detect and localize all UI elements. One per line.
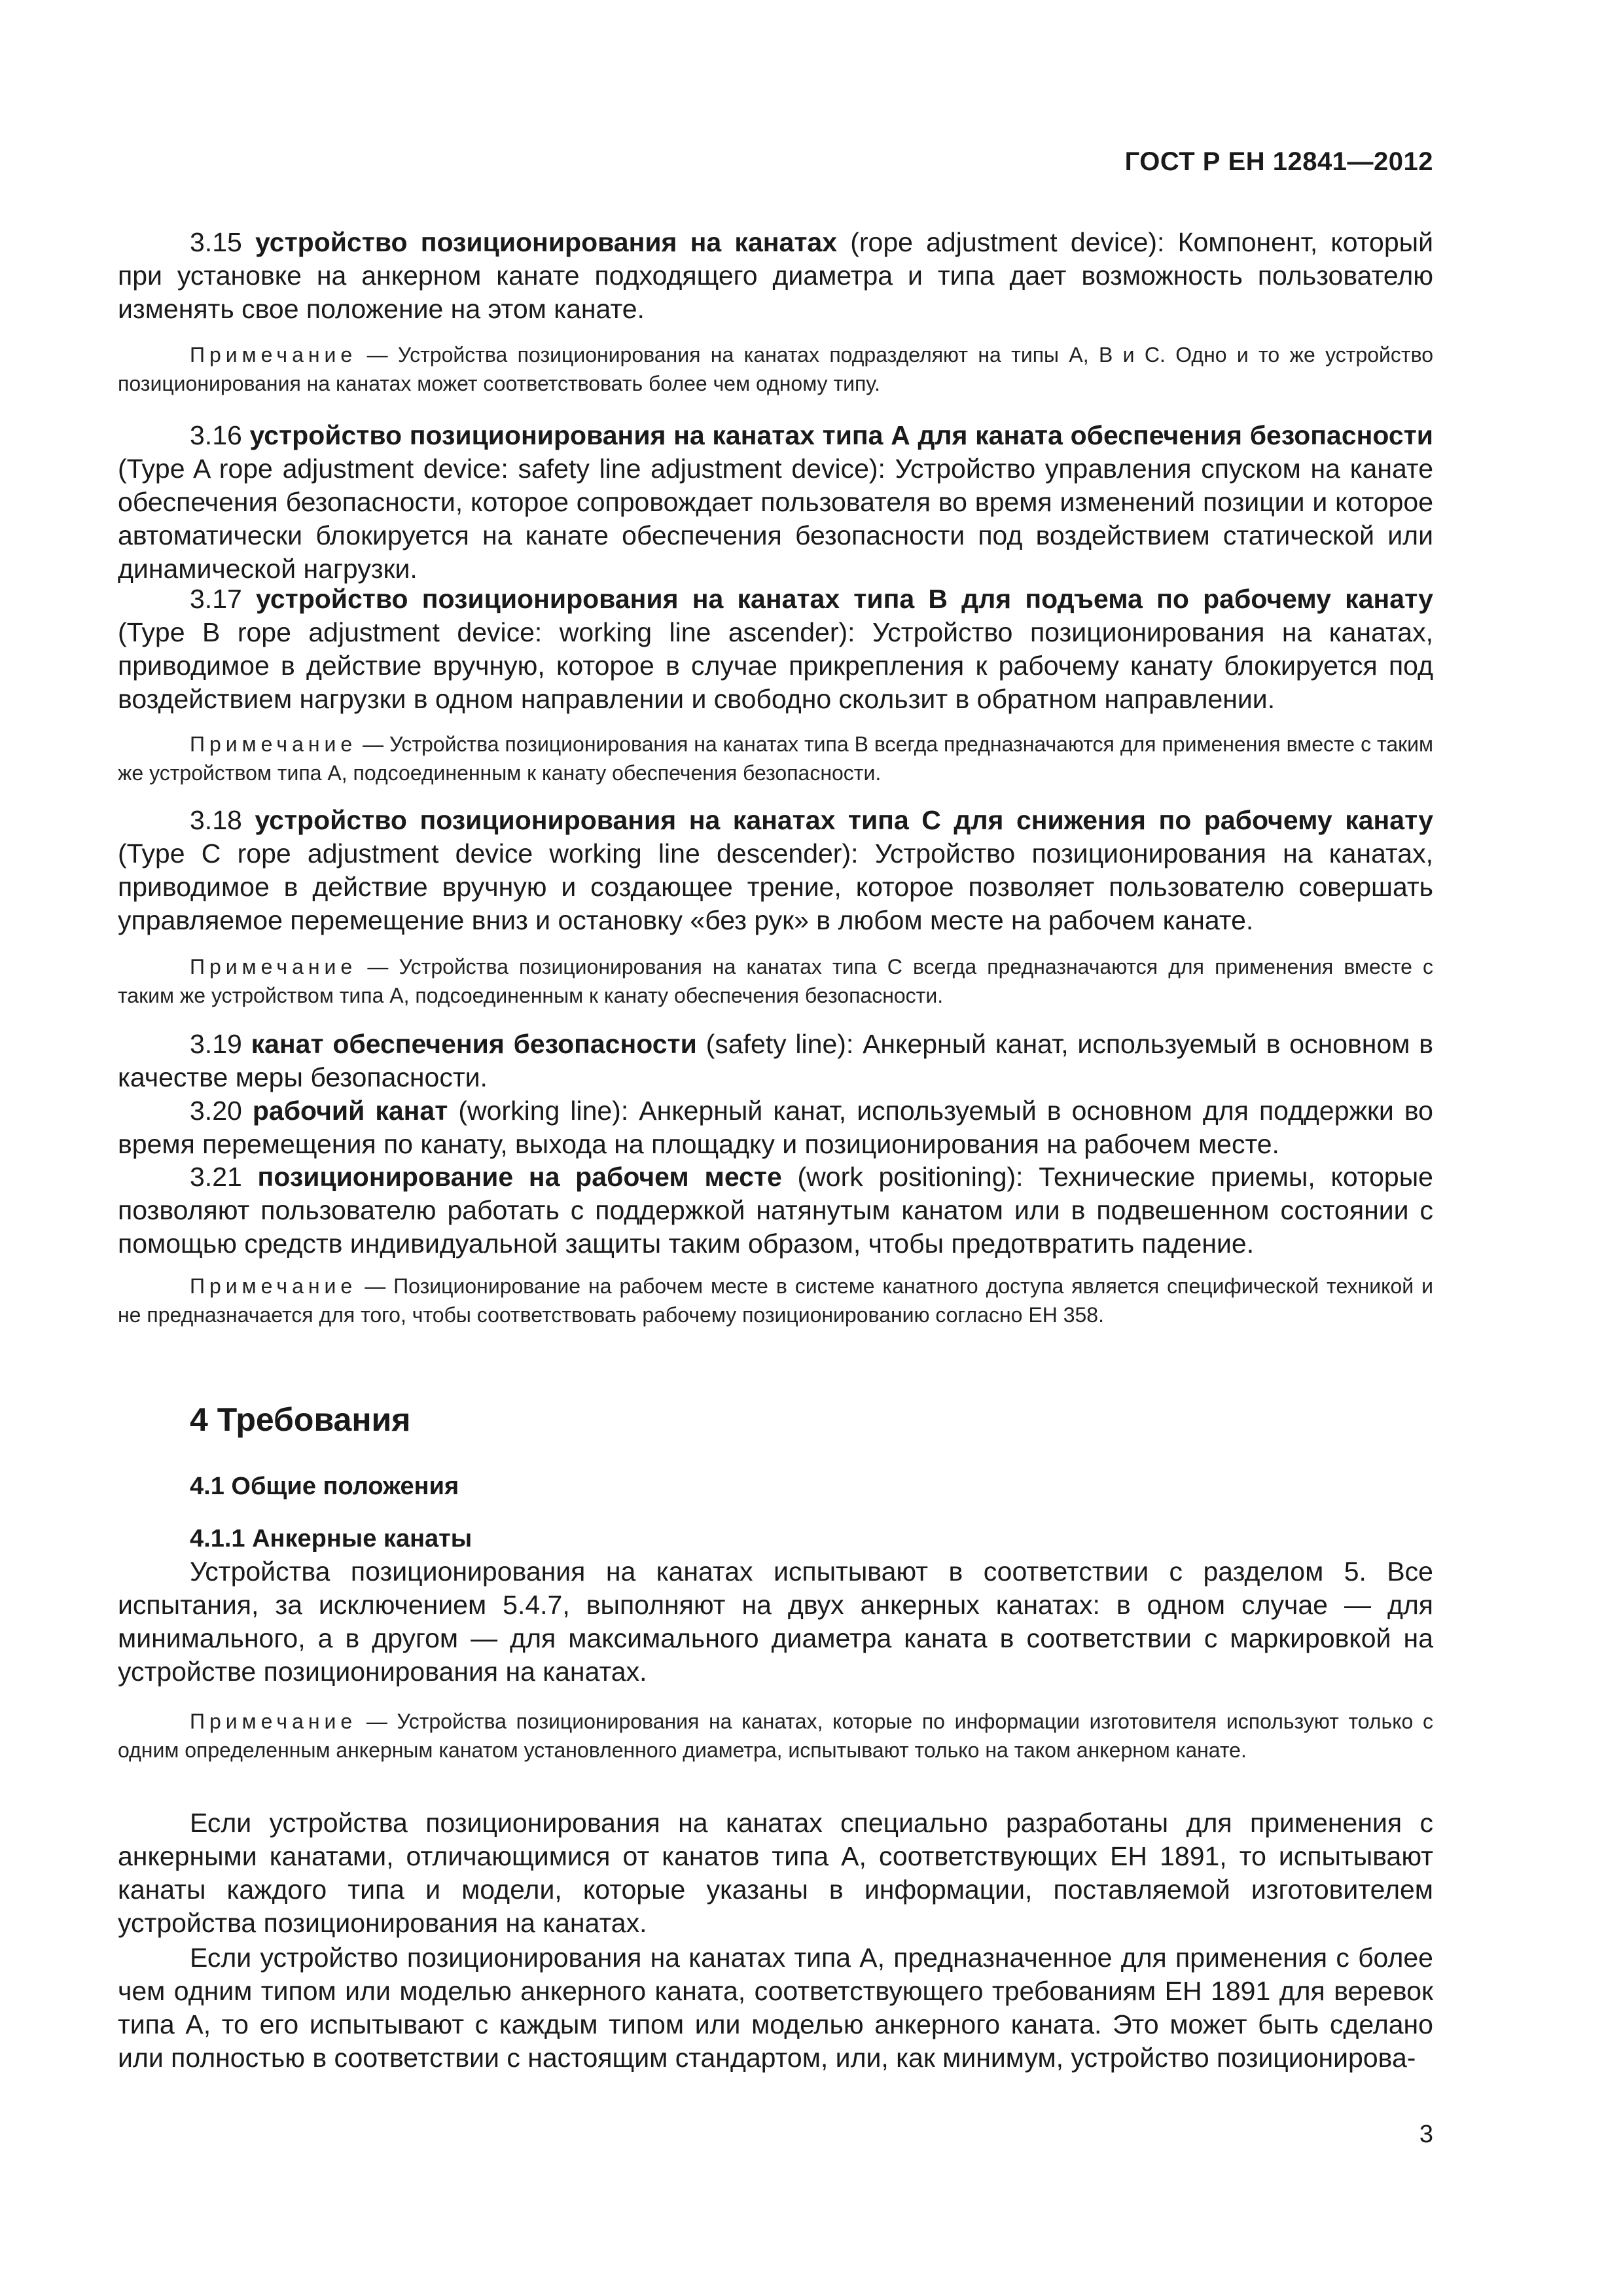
paragraph-4-1-1-a: Устройства позиционирования на канатах испытывают в соответствии с разделом 5. Все испытания, за исключением 5.4.7, выполняют на двух анкерных канатах: в одном случае — для минимального, а в другом — для максимального диаметра каната в соответствии с маркировкой на устройстве позиционирования на канатах. — [118, 1556, 1433, 1687]
document-id-header: ГОСТ Р ЕН 12841—2012 — [1124, 147, 1433, 176]
term-definition: (Type B rope adjustment device: working line ascender): Устройство позиционирования на канатах, приводимое в действие вручную, которое в случае прикрепления к рабочему канату блокируется под воздействием нагрузки в одном направлении и свободно скользит в обратном направлении. — [118, 617, 1433, 714]
term-number: 3.16 — [190, 420, 242, 450]
note-3-15 — [118, 340, 1433, 398]
page-number: 3 — [1419, 2121, 1433, 2148]
term-number: 3.20 — [190, 1096, 242, 1126]
term-number: 3.15 — [190, 227, 242, 257]
term-name: устройство позиционирования на канатах типа А для каната обеспечения безопасности — [249, 420, 1433, 450]
term-definition: (working line): Анкерный канат, используемый в основном для поддержки во время перемещения по канату, выхода на площадку и позиционирования на рабочем месте. — [118, 1096, 1433, 1159]
term-definition: (Type A rope adjustment device: safety line adjustment device): Устройство управления спуском на канате обеспечения безопасности, которое сопровождает пользователя во время изменений позиции и которое автоматически блокируется на канате обеспечения безопасности под воздействием статической или динамической нагрузки. — [118, 454, 1433, 584]
note-3-18 — [118, 952, 1433, 1010]
note-text: — Устройства позиционирования на канатах, которые по информации изготовителя используют только с одним определенным анкерным канатом установленного диаметра, испытывают только на таком анкерном канате. — [118, 1710, 1433, 1762]
subsection-4-1-1-heading: 4.1.1 Анкерные канаты — [190, 1525, 473, 1552]
note-label: Примечание — [190, 1274, 357, 1298]
note-label: Примечание — [190, 732, 357, 756]
note-3-17 — [118, 730, 1433, 787]
note-label: Примечание — [190, 1710, 357, 1733]
term-3-16 — [118, 419, 1433, 586]
term-3-20 — [118, 1094, 1433, 1161]
term-3-19 — [118, 1028, 1433, 1094]
term-number: 3.18 — [190, 805, 242, 835]
term-number: 3.21 — [190, 1162, 242, 1192]
term-definition: (safety line): Анкерный канат, используемый в основном в качестве меры безопасности. — [118, 1029, 1433, 1092]
term-definition: (Type C rope adjustment device working line descender): Устройство позиционирования на канатах, приводимое в действие вручную и создающее трение, которое позволяет пользователю совершать управляемое перемещение вниз и остановку «без рук» в любом месте на рабочем канате. — [118, 838, 1433, 935]
term-3-21 — [118, 1160, 1433, 1261]
note-label: Примечание — [190, 955, 357, 978]
term-name: позиционирование на рабочем месте — [257, 1162, 782, 1192]
term-name: рабочий канат — [252, 1096, 448, 1126]
section-4-heading: 4 Требования — [190, 1401, 411, 1438]
term-definition: (rope adjustment device): Компонент, который при установке на анкерном канате подходящего диаметра и типа дает возможность пользователю изменять свое положение на этом канате. — [118, 227, 1433, 324]
paragraph-4-1-1-b: Если устройства позиционирования на канатах специально разработаны для применения с анкерными канатами, отличающимися от канатов типа А, соответствующих ЕН 1891, то испытывают канаты каждого типа и модели, которые указаны в информации, поставляемой изготовителем устройства позиционирования на канатах. — [118, 1808, 1433, 1938]
term-name: канат обеспечения безопасности — [251, 1029, 697, 1059]
term-3-17 — [118, 583, 1433, 716]
term-number: 3.19 — [190, 1029, 242, 1059]
term-name: устройство позиционирования на канатах — [255, 227, 838, 257]
paragraph-4-1-1-c: Если устройство позиционирования на канатах типа А, предназначенное для применения с более чем одним типом или моделью анкерного каната, соответствующего требованиям ЕН 1891 для веревок типа А, то его испытывают с каждым типом или моделью анкерного каната. Это может быть сделано или полностью в соответствии с настоящим стандартом, или, как минимум, устройство позиционирова- — [118, 1943, 1433, 2073]
note-label: Примечание — [190, 343, 357, 367]
note-4-1-1 — [118, 1707, 1433, 1765]
note-text: — Устройства позиционирования на канатах типа С всегда предназначаются для применения вместе с таким же устройством типа А, подсоединенным к канату обеспечения безопасности. — [118, 955, 1433, 1007]
note-text: — Устройства позиционирования на канатах типа В всегда предназначаются для применения вместе с таким же устройством типа А, подсоединенным к канату обеспечения безопасности. — [118, 732, 1433, 785]
term-3-15 — [118, 226, 1433, 326]
term-name: устройство позиционирования на канатах типа С для снижения по рабочему канату — [255, 805, 1433, 835]
term-number: 3.17 — [190, 584, 242, 614]
subsection-4-1-heading: 4.1 Общие положения — [190, 1473, 459, 1500]
term-name: устройство позиционирования на канатах типа В для подъема по рабочему канату — [256, 584, 1433, 614]
note-text: — Позиционирование на рабочем месте в системе канатного доступа является специфической техникой и не предназначается для того, чтобы соответствовать рабочему позиционированию согласно ЕН 358. — [118, 1274, 1433, 1327]
term-3-18 — [118, 804, 1433, 937]
term-definition: (work positioning): Технические приемы, которые позволяют пользователю работать с поддержкой натянутым канатом или в подвешенном состоянии с помощью средств индивидуальной защиты таким образом, чтобы предотвратить падение. — [118, 1162, 1433, 1259]
note-3-21 — [118, 1272, 1433, 1329]
note-text: — Устройства позиционирования на канатах подразделяют на типы А, В и С. Одно и то же устройство позиционирования на канатах может соответствовать более чем одному типу. — [118, 343, 1433, 395]
